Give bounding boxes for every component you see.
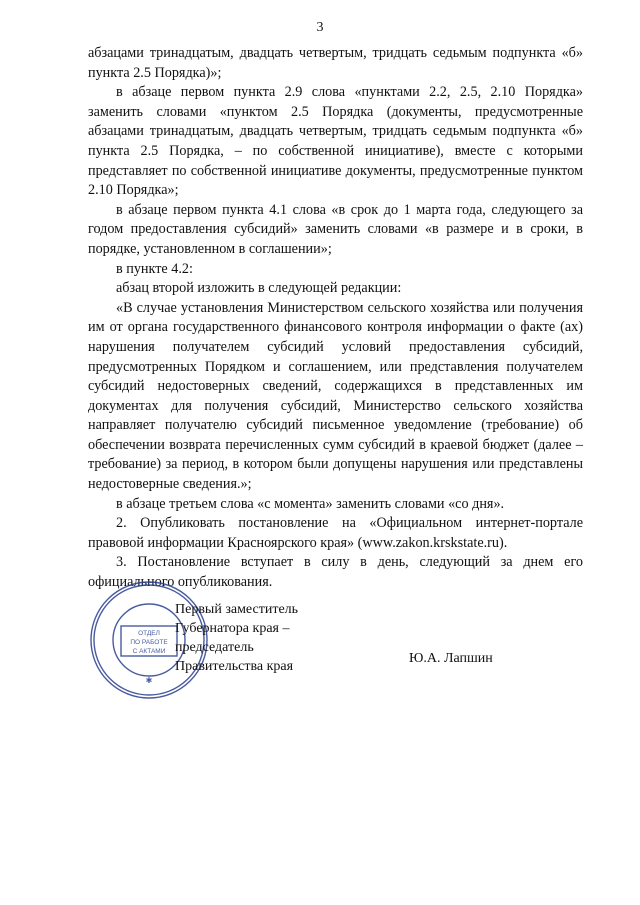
stamp-inner-line1: ОТДЕЛ — [138, 630, 160, 637]
paragraph: «В случае установления Министерством сельского хозяйства или получения им от органа государственного финансового контроля информации о факте (ах) нарушения получателем субсидий условий предоставления субсидий, предусмотренных Порядком и соглашением, или представления получателем субсидий недостоверных сведений, содержащихся в представленных им документах для получения субсидий, Министерство сельского хозяйства направляет получателю субсидий письменное уведомление (требование) об обеспечении возврата перечисленных сумм субсидий в краевой бюджет (далее – требование) за период, в котором были допущены нарушения или представлены недостоверные сведения.»; — [88, 299, 583, 493]
stamp-inner-line3: С АКТАМИ — [132, 648, 166, 655]
page-number: 3 — [316, 20, 324, 35]
signatory-title-line: председатель — [175, 640, 254, 655]
signatory-name: Ю.А. Лапшин — [409, 651, 493, 666]
signatory-title-line: Правительства края — [175, 659, 294, 674]
paragraph: в абзаце третьем слова «с момента» заменить словами «со дня». — [116, 495, 505, 512]
signatory-title-line: Первый заместитель — [175, 602, 299, 617]
signatory-title — [175, 600, 298, 676]
paragraph: в абзаце первом пункта 2.9 слова «пунктами 2.2, 2.5, 2.10 Порядка» заменить словами «пунктом 2.5 Порядка (документы, предусмотренные абзацами тринадцатым, двадцать четвертым, тридцать седьмым подпункта «б» пункта 2.5 Порядка, – по собственной инициативе), вместе с которыми представляет по собственной инициативе документы, предусмотренные пунктом 2.10 Порядка»; — [88, 84, 583, 199]
paragraph: абзацами тринадцатым, двадцать четвертым, тридцать седьмым подпункта «б» пункта 2.5 Порядка)»; — [88, 45, 583, 81]
paragraph: 3. Постановление вступает в силу в день, следующий за днем его официального опубликования. — [88, 554, 583, 591]
document-body — [88, 44, 583, 593]
stamp-inner-line2: ПО РАБОТЕ — [130, 639, 168, 646]
signatory-title-line: Губернатора края – — [175, 621, 290, 636]
stamp-star-icon: ✱ — [145, 676, 153, 685]
paragraph: 2. Опубликовать постановление на «Официальном интернет-портале правовой информации Красноярского края» (www.zakon.krskstate.ru). — [88, 515, 583, 551]
paragraph: в пункте 4.2: — [116, 260, 193, 277]
paragraph: абзац второй изложить в следующей редакции: — [116, 280, 402, 297]
paragraph: в абзаце первом пункта 4.1 слова «в срок до 1 марта года, следующего за годом предоставления субсидий» заменить словами «в размере и в сроки, в порядке, установленном в соглашении»; — [88, 201, 583, 257]
